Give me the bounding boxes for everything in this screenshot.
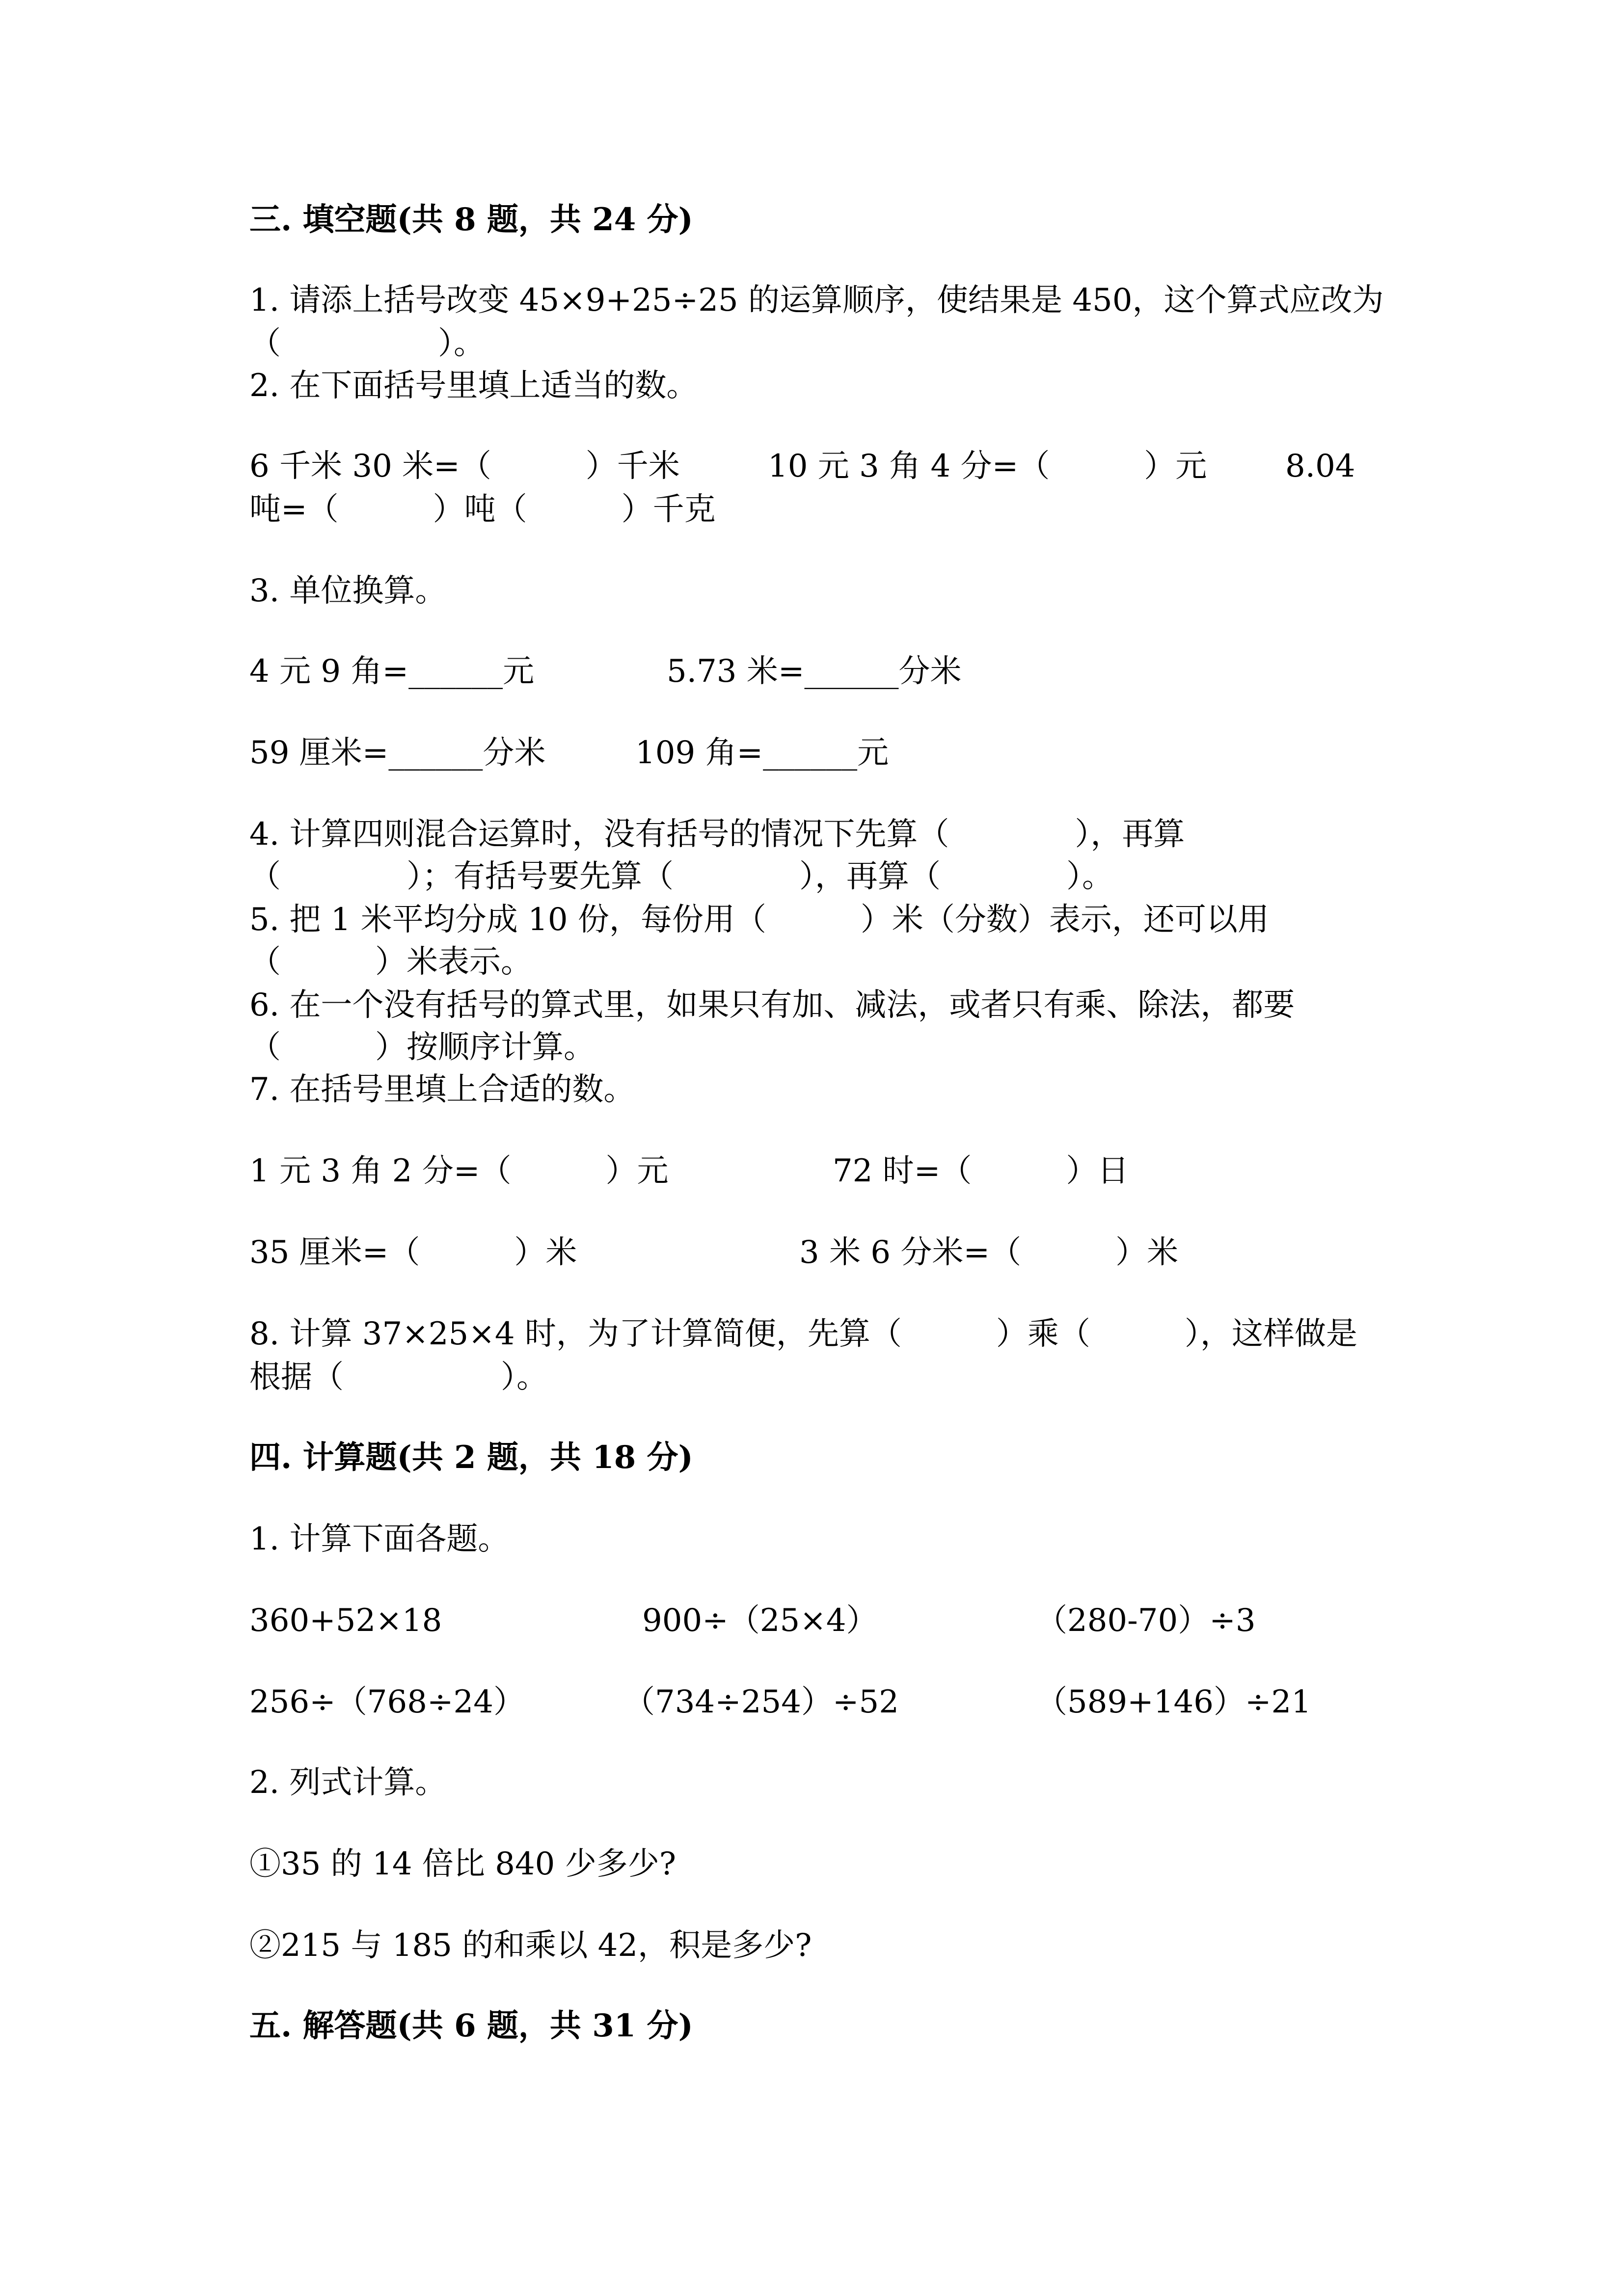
- question-3-7: 7. 在括号里填上合适的数。: [249, 1071, 635, 1108]
- question-3-3-item-1: 4 元 9 角=______元: [249, 653, 535, 690]
- question-3-5-line-2: （ ）米表示。: [249, 944, 532, 980]
- calc-item-3: （280-70）÷3: [1036, 1602, 1256, 1639]
- question-3-7-item-2: 72 时=（ ）日: [833, 1153, 1129, 1189]
- question-3-4-line-2: （ ）；有括号要先算（ ），再算（ ）。: [249, 858, 1113, 895]
- question-3-7-item-4: 3 米 6 分米=（ ）米: [799, 1234, 1179, 1271]
- question-3-1-line-2: （ ）。: [249, 325, 485, 362]
- question-3-2-item-3-cont: 吨=（ ）吨（ ）千克: [249, 491, 716, 528]
- question-3-3-item-4: 109 角=______元: [635, 735, 889, 771]
- question-3-3-item-2: 5.73 米=______分米: [667, 653, 962, 690]
- calc-item-4: 256÷（768÷24）: [249, 1684, 525, 1720]
- question-3-4-line-1: 4. 计算四则混合运算时，没有括号的情况下先算（ ），再算: [249, 816, 1185, 853]
- question-3-7-item-1: 1 元 3 角 2 分=（ ）元: [249, 1153, 669, 1189]
- calc-item-5: （734÷254）÷52: [623, 1684, 899, 1720]
- question-4-1: 1. 计算下面各题。: [249, 1521, 510, 1557]
- question-3-8-line-2: 根据（ ）。: [249, 1359, 548, 1395]
- question-4-2-part-2: ②215 与 185 的和乘以 42，积是多少?: [249, 1927, 812, 1964]
- question-3-5-line-1: 5. 把 1 米平均分成 10 份，每份用（ ）米（分数）表示，还可以用: [249, 902, 1269, 938]
- question-3-8-line-1: 8. 计算 37×25×4 时，为了计算简便，先算（ ）乘（ ），这样做是: [249, 1316, 1357, 1352]
- question-3-3: 3. 单位换算。: [249, 573, 447, 609]
- question-4-2-part-1: ①35 的 14 倍比 840 少多少?: [249, 1846, 677, 1882]
- question-3-3-item-3: 59 厘米=______分米: [249, 735, 546, 771]
- calc-item-6: （589+146）÷21: [1036, 1684, 1311, 1720]
- section-3-title: 三. 填空题(共 8 题，共 24 分): [249, 201, 693, 238]
- question-3-2: 2. 在下面括号里填上适当的数。: [249, 368, 698, 404]
- calc-item-2: 900÷（25×4）: [642, 1602, 878, 1639]
- section-4-title: 四. 计算题(共 2 题，共 18 分): [249, 1439, 693, 1476]
- question-3-2-item-3: 8.04: [1285, 448, 1355, 484]
- section-5-title: 五. 解答题(共 6 题，共 31 分): [249, 2007, 693, 2044]
- question-3-6-line-1: 6. 在一个没有括号的算式里，如果只有加、减法，或者只有乘、除法，都要: [249, 987, 1295, 1023]
- question-3-6-line-2: （ ）按顺序计算。: [249, 1029, 595, 1066]
- question-3-2-item-1: 6 千米 30 米=（ ）千米: [249, 448, 680, 484]
- question-3-7-item-3: 35 厘米=（ ）米: [249, 1234, 577, 1271]
- question-3-1-line-1: 1. 请添上括号改变 45×9+25÷25 的运算顺序，使结果是 450，这个算式应改为: [249, 282, 1384, 319]
- calc-item-1: 360+52×18: [249, 1602, 442, 1639]
- question-3-2-item-2: 10 元 3 角 4 分=（ ）元: [768, 448, 1207, 484]
- question-4-2: 2. 列式计算。: [249, 1764, 447, 1801]
